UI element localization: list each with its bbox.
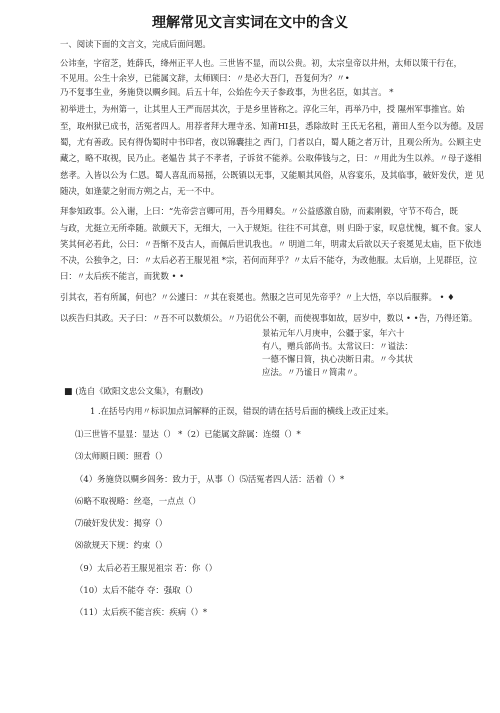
passage-line: 不决，公独争之，曰：〃太后必若王服见祖 *宗，若何而拜乎？〃太后不能夺，为改他服。太后崩，上见群臣，泣	[60, 255, 478, 265]
passage-line: 拜参知政事。公入谢，上曰：“先帝尝言卿可用，吾今用卿矣。〃公益感激自励，而素刚毅，守节不苟合，既	[60, 206, 458, 216]
passage-line: 随决，如逢蒙之射而方朔之占，无一不中。	[60, 186, 220, 196]
question-item: ⑶太师顾日顾：照看（）	[75, 451, 168, 461]
passage-line: 不见用。公生十余岁，已能属文辞，太师顾曰：〃是必大吾门，吾复何为？〃•	[60, 73, 350, 83]
passage-line: 以疾告归其政。天子曰：〃吾不可以数烦公。〃乃诏优公不朝，而使视事如故，居岁中，数以 • •告，乃得还第。	[60, 313, 478, 323]
question-item: （11）太后疾不能言疾：疾病（）*	[75, 607, 208, 617]
passage-line: 与政，尤挺立无所牵随。欲颇天下，无细大，一入于规矩。往往不可其意，则 归卧于家，叹息忧愧，辄不食。家人	[60, 223, 482, 233]
passage-line: 初举进士，为州第一，让其里人王严而居其次，于是乡里皆称之。淳化三年，再举乃中，授 隰州军事推官。始	[60, 104, 465, 114]
question-item: ⑴三世皆不显显：显达（） *（2）已能属文辞属：连缀（）*	[75, 429, 301, 439]
passage-line: 蜀，尤有善政。民有得伪蜀时中书印者，夜以锦囊挂之 西门，门者以白，蜀人随之者万计，且观公所为。公顾主史	[60, 137, 482, 147]
passage-line: 景祐元年八月庚申，公疆于家，年六十	[262, 328, 405, 338]
passage-line: 藏之，略不取视，民乃止。老媪告 其子不孝者，子诉贫不能养。公取俸钱与之，曰：〃用此为生以养。〃母子遂相	[60, 153, 482, 163]
passage-line: 笑其何必若此，公曰：〃吾惭不及古人，而佩后世讥我也。〃 明道二年，明肃太后欲以天子衮冕见太庙，臣下依违	[60, 239, 482, 249]
page-title: 理解常见文言实词在文中的含义	[152, 15, 348, 31]
question-item: ⑺破奸发伏发：揭穿（）	[75, 518, 168, 528]
passage-line: 至，取州狱已成书，活冤者四人。用荐者拜大理寺丞、知莆HI县，悉除故时 王氏无名租，莆田人至今以为德。及居	[60, 121, 484, 131]
passage-line: 乃不复事生业，务施贷以赒乡闾。后五十年，公始佐今天子参政事，为世名臣，如其言。 *	[60, 87, 394, 97]
passage-line: 一德不懈日简，执心决断日肃。〃今其状	[262, 354, 413, 364]
passage-line: 慈孝。入皆以公为 仁恩。蜀人喜乱而易摇，公既镇以无事，又能顺其风俗，从容宴乐，及其临事，破奸发伏，逆 见	[60, 170, 485, 180]
source-citation	[64, 386, 203, 398]
passage-line: 曰：〃太后疾不能言，而犹数 • •	[60, 271, 185, 281]
source-text: (选自《欧阳文忠公文集》，有删改)	[75, 386, 204, 396]
passage-line: 公讳奎，字宿芝，姓薛氏，绛州正平人也。三世皆不显，而以公贵。初，太宗皇帝以井州，太师以策干行在，	[60, 58, 462, 68]
question-item: （9）太后必若王服见祖宗 若：你（）	[75, 563, 217, 573]
instruction-text: 一、阅读下面的文言文，完成后面问题。	[60, 39, 211, 49]
passage-line: 有八，赠兵部尚书。太常议曰：〃谥法：	[262, 341, 413, 351]
passage-line: 应法。〃乃谧日〃简肃〃。	[262, 367, 363, 377]
square-bullet-icon: ■	[64, 387, 73, 397]
question-item: ⑻欲规天下规：约束（）	[75, 540, 168, 550]
question-item: ⑹略不取视略：丝毫，一点点（）	[75, 496, 201, 506]
question-item: （4）务施贷以赒乡闾务：致力于，从事（）⑸活冤者四人活：活着（）*	[75, 474, 345, 484]
question-item: （10）太后不能夺 夺：强取（）	[75, 585, 198, 595]
question-prompt: 1 .在括号内用〃标识加点词解释的正误，错误的请在括号后面的横线上改正过来。	[90, 406, 394, 416]
passage-line: 引其衣，若有所属，何也？〃公遽曰：〃其在衮冕也。然服之岂可见先帝乎？〃上大悟，卒以后服葬。 • ♦	[60, 292, 455, 302]
